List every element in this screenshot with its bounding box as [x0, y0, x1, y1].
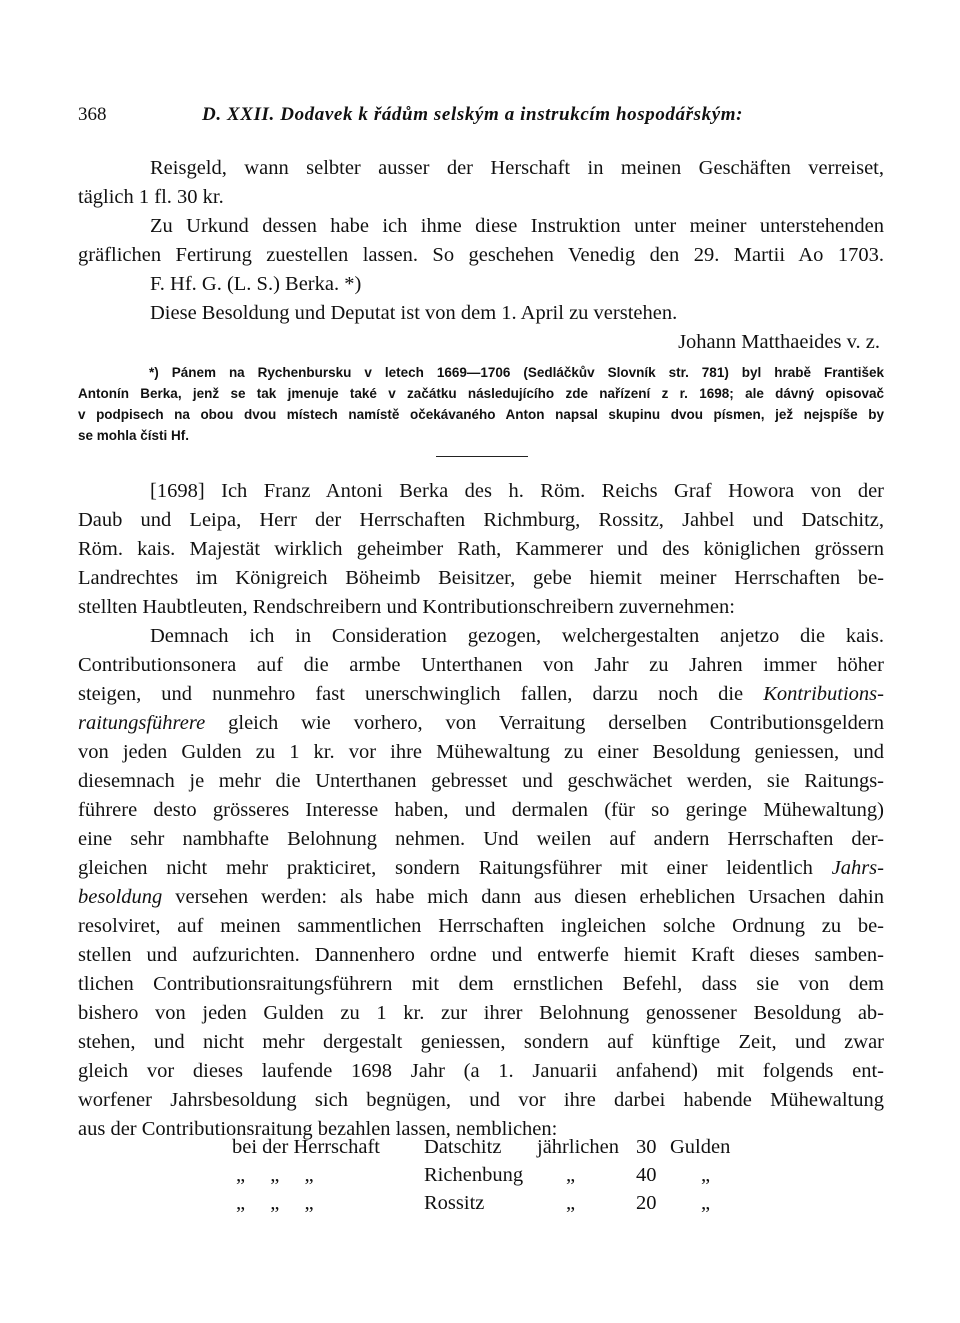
- row-prefix: bei der Herrschaft: [232, 1136, 380, 1158]
- italic-term: Jahrs-: [831, 857, 884, 879]
- estate-name: Richenbung: [424, 1164, 524, 1186]
- text-line: gräflichen Fertirung zuestellen lassen. So geschehen Venedig den 29. Martii Ao 1703.: [78, 244, 884, 266]
- unit: „: [701, 1164, 711, 1186]
- estate-name: Datschitz: [424, 1136, 502, 1158]
- text-line: [78, 883, 884, 912]
- text-span: steigen, und nunmehro fast unerschwinglich fallen, darzu noch die: [78, 683, 764, 705]
- amount: 40: [636, 1164, 657, 1186]
- italic-term: raitungsführere: [78, 712, 206, 734]
- text-line: stellen und aufzurichten. Dannenhero ordne und entwerfe hiemit Kraft dieses samben-: [78, 944, 884, 966]
- text-line: Zu Urkund dessen habe ich ihme diese Instruktion unter meiner unterstehenden: [150, 215, 884, 237]
- unit: „: [701, 1192, 711, 1214]
- salary-row: [0, 1189, 960, 1218]
- text-line: tlichen Contributionsraitungsführern mit dem ernstlichen Befehl, dass sie von dem: [78, 973, 884, 995]
- period-label: jährlichen: [537, 1136, 619, 1158]
- text-line: Contributionsonera auf die armbe Unterthanen von Jahr zu Jahren immer höher: [78, 654, 884, 676]
- text-line: Röm. kais. Majestät wirklich geheimber Rath, Kammerer und des königlichen grössern: [78, 538, 884, 560]
- section-divider: [436, 456, 528, 457]
- footnote: [78, 362, 884, 446]
- page-header: [78, 104, 882, 130]
- text-line: bishero von jeden Gulden zu 1 kr. zur ihrer Belohnung genossener Besoldung ab-: [78, 1002, 884, 1024]
- text-line: worfener Jahrsbesoldung sich begnügen, und vor ihre darbei habende Mühewaltung: [78, 1089, 884, 1111]
- text-line: [78, 854, 884, 883]
- text-line: täglich 1 fl. 30 kr.: [78, 186, 224, 208]
- text-line: resolviret, auf meinen sammentlichen Herrschaften ingleichen solche Ordnung zu be-: [78, 915, 884, 937]
- text-line: Reisgeld, wann selbter ausser der Herschaft in meinen Geschäften verreiset,: [150, 157, 884, 179]
- text-line: Diese Besoldung und Deputat ist von dem 1. April zu verstehen.: [150, 302, 678, 324]
- salary-row: [0, 1161, 960, 1190]
- signature-line: Johann Matthaeides v. z.: [678, 331, 880, 353]
- estate-name: Rossitz: [424, 1192, 485, 1214]
- period-label: „: [566, 1164, 576, 1186]
- footnote-line: Antonín Berka, jenž se tak jmenuje také v začátku následujícího zde nařízení z r. 1698; ale dávný opisovač: [78, 386, 884, 401]
- italic-term: besoldung: [78, 886, 163, 908]
- ordinance-1698: [78, 477, 884, 1144]
- unit: Gulden: [670, 1136, 731, 1158]
- text-line: Landrechtes im Königreich Böheimb Beisitzer, gebe hiemit meiner Herrschaften be-: [78, 567, 884, 589]
- text-line: aus der Contributionsraitung bezahlen lassen, nemblichen:: [78, 1118, 558, 1140]
- closing-of-instruction: [78, 154, 884, 357]
- text-line: von jeden Gulden zu 1 kr. vor ihre Mühewaltung zu einer Besoldung geniessen, und: [78, 741, 884, 763]
- running-title: D. XXII. Dodavek k řádům selským a instrukcím hospodářským:: [202, 104, 744, 125]
- text-line: führere desto grösseres Interesse haben, und dermalen (für so geringe Mühewaltung): [78, 799, 884, 821]
- amount: 20: [636, 1192, 657, 1214]
- text-line: diesemnach je mehr die Unterthanen gebresset und geschwächet werden, sie Raitungs-: [78, 770, 884, 792]
- text-line: eine sehr nambhafte Belohnung nehmen. Und weilen auf andern Herrschaften der-: [78, 828, 884, 850]
- signature-line: F. Hf. G. (L. S.) Berka. *): [150, 273, 362, 295]
- row-prefix: „ „ „: [236, 1192, 324, 1214]
- text-line: stellten Haubtleuten, Rendschreibern und Kontributionschreibern zuvernehmen:: [78, 596, 735, 618]
- text-line: [1698] Ich Franz Antoni Berka des h. Röm. Reichs Graf Howora von der: [150, 480, 884, 502]
- text-line: Demnach ich in Consideration gezogen, welchergestalten anjetzo die kais.: [150, 625, 884, 647]
- amount: 30: [636, 1136, 657, 1158]
- page-number: 368: [78, 104, 107, 125]
- text-line: [78, 680, 884, 709]
- text-span: gleichen nicht mehr prakticiret, sondern Raitungsführer mit einer leidentlich: [78, 857, 832, 879]
- footnote-line: v podpisech na obou dvou místech namístě očekávaného Anton napsal skupinu dvou písmen, jež nejspíše by: [78, 407, 884, 422]
- footnote-line: *) Pánem na Rychenbursku v letech 1669—1706 (Sedláčkův Slovník str. 781) byl hrabě František: [149, 365, 884, 380]
- text-span: versehen werden: als habe mich dann aus diesen erheblichen Ursachen dahin: [162, 886, 884, 908]
- text-line: [78, 709, 884, 738]
- row-prefix: „ „ „: [236, 1164, 324, 1186]
- salary-row: [0, 1133, 960, 1162]
- period-label: „: [566, 1192, 576, 1214]
- text-line: stehen, und nicht mehr dergestalt geniessen, sondern auf künftige Zeit, und zwar: [78, 1031, 884, 1053]
- italic-term: Kontributions-: [763, 683, 884, 705]
- text-line: gleich vor dieses laufende 1698 Jahr (a 1. Januarii anfahend) mit folgends ent-: [78, 1060, 884, 1082]
- text-span: gleich wie vorhero, von Verraitung derselben Contributionsgeldern: [205, 712, 884, 734]
- footnote-line: se mohla čísti Hf.: [78, 428, 190, 443]
- text-line: Daub und Leipa, Herr der Herrschaften Richmburg, Rossitz, Jahbel und Datschitz,: [78, 509, 884, 531]
